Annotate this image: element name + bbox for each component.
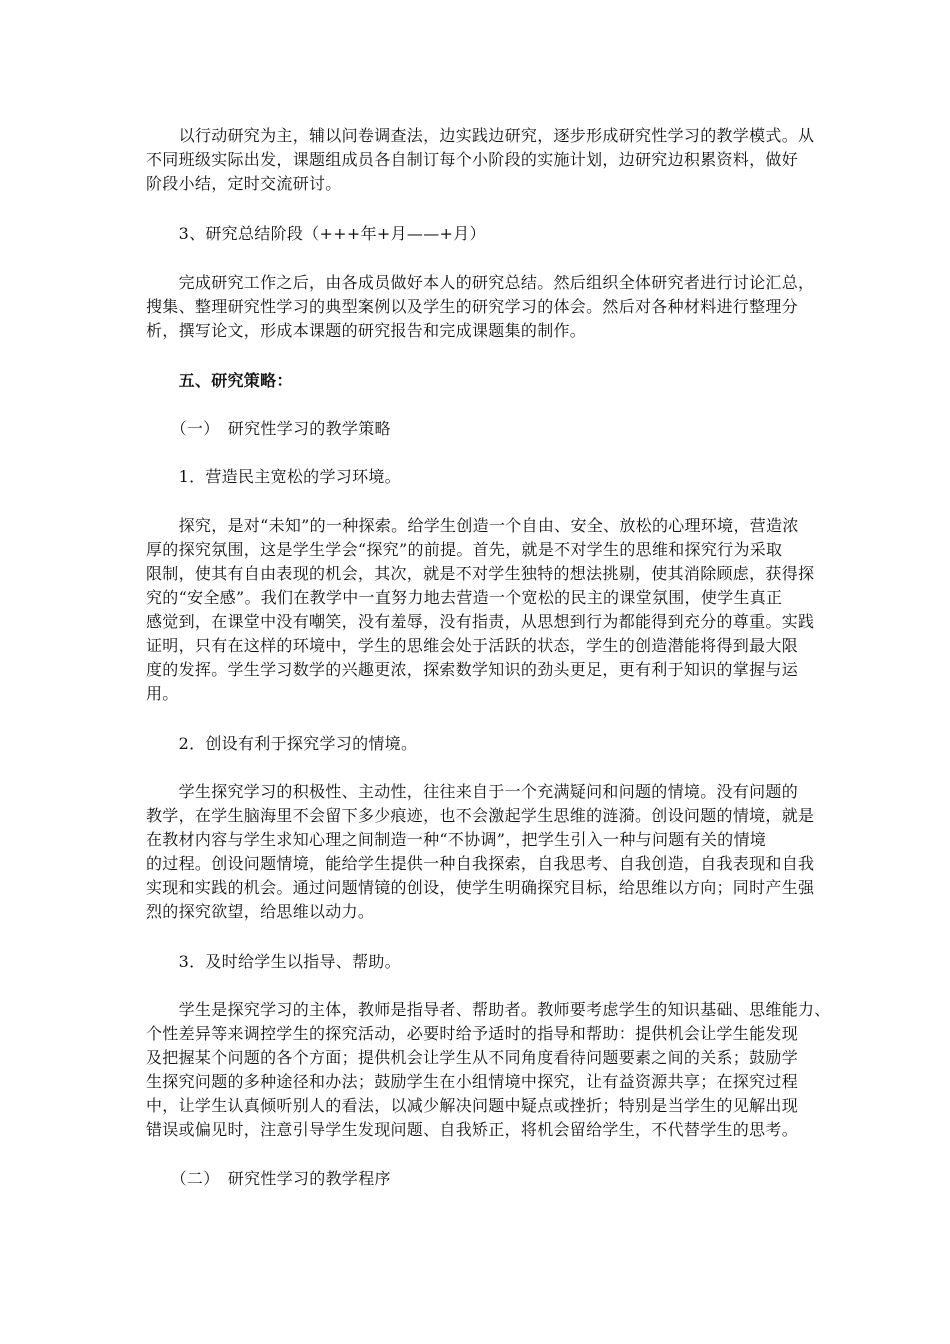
text-line: 烈的探究欲望，给思维以动力。 xyxy=(146,902,375,921)
paragraph-guidance xyxy=(146,998,831,1142)
heading-teaching-procedure xyxy=(146,1167,806,1191)
text-line: 究的“安全感”。我们在教学中一直努力地去营造一个宽松的民主的课堂氛围，使学生真正 xyxy=(146,588,783,607)
paragraph-situation xyxy=(146,780,815,924)
heading-teaching-strategy xyxy=(146,417,806,441)
heading-text: 3．及时给学生以指导、帮助。 xyxy=(146,952,401,971)
text-line: 完成研究工作之后，由各成员做好本人的研究总结。然后组织全体研究者进行讨论汇总， xyxy=(146,273,815,292)
heading-text: （一） 研究性学习的教学策略 xyxy=(146,419,391,438)
paragraph-action-research xyxy=(146,124,815,196)
heading-environment xyxy=(146,465,806,489)
text-line: 感觉到，在课堂中没有嘲笑，没有羞辱，没有指责，从思想到行为都能得到充分的尊重。实践 xyxy=(146,612,815,631)
heading-text: （二） 研究性学习的教学程序 xyxy=(146,1169,391,1188)
heading-summary-stage xyxy=(146,222,806,246)
text-line: 错误或偏见时，注意引导学生发现问题、自我矫正，将机会留给学生，不代替学生的思考。 xyxy=(146,1120,799,1139)
text-line: 学生是探究学习的主体，教师是指导者、帮助者。教师要考虑学生的知识基础、思维能力、 xyxy=(146,1000,831,1019)
text-line: 的过程。创设问题情境，能给学生提供一种自我探索，自我思考、自我创造，自我表现和自我 xyxy=(146,854,815,873)
text-line: 教学，在学生脑海里不会留下多少痕迹，也不会激起学生思维的涟漪。创设问题的情境，就是 xyxy=(146,806,815,825)
heading-text: 五、研究策略： xyxy=(146,371,293,390)
text-line: 在教材内容与学生求知心理之间制造一种“不协调”，把学生引入一种与问题有关的情境 xyxy=(146,830,767,849)
text-line: 不同班级实际出发，课题组成员各自制订每个小阶段的实施计划，边研究边积累资料，做好 xyxy=(146,150,799,169)
text-line: 生探究问题的多种途径和办法；鼓励学生在小组情境中探究，让有益资源共享；在探究过程 xyxy=(146,1072,799,1091)
text-line: 及把握某个问题的各个方面；提供机会让学生从不同角度看待问题要素之间的关系；鼓励学 xyxy=(146,1048,799,1067)
text-line: 个性差异等来调控学生的探究活动，必要时给予适时的指导和帮助：提供机会让学生能发现 xyxy=(146,1024,799,1043)
text-line: 学生探究学习的积极性、主动性，往往来自于一个充满疑问和问题的情境。没有问题的 xyxy=(146,782,799,801)
text-line: 度的发挥。学生学习数学的兴趣更浓，探索数学知识的劲头更足，更有利于知识的掌握与运 xyxy=(146,660,799,679)
heading-situation xyxy=(146,732,806,756)
text-line: 搜集、整理研究性学习的典型案例以及学生的研究学习的体会。然后对各种材料进行整理分 xyxy=(146,297,799,316)
heading-text: 3、研究总结阶段（+++年+月——+月） xyxy=(146,224,486,243)
text-line: 限制，使其有自由表现的机会，其次，就是不对学生独特的想法挑剔，使其消除顾虑，获得探 xyxy=(146,564,815,583)
text-line: 探究，是对“未知”的一种探索。给学生创造一个自由、安全、放松的心理环境，营造浓 xyxy=(146,516,799,535)
text-line: 实现和实践的机会。通过问题情镜的创设，使学生明确探究目标，给思维以方向；同时产生强 xyxy=(146,878,815,897)
text-line: 厚的探究氛围，这是学生学会“探究”的前提。首先，就是不对学生的思维和探究行为采取 xyxy=(146,540,783,559)
text-line: 中，让学生认真倾听别人的看法，以减少解决问题中疑点或挫折；特别是当学生的见解出现 xyxy=(146,1096,799,1115)
text-line: 用。 xyxy=(146,684,179,703)
paragraph-summary xyxy=(146,271,815,343)
paragraph-environment xyxy=(146,514,815,706)
heading-research-strategy xyxy=(146,369,806,393)
heading-text: 1．营造民主宽松的学习环境。 xyxy=(146,467,401,486)
heading-guidance xyxy=(146,950,806,974)
text-line: 以行动研究为主，辅以问卷调查法，边实践边研究，逐步形成研究性学习的教学模式。从 xyxy=(146,126,815,145)
text-line: 证明，只有在这样的环境中，学生的思维会处于活跃的状态，学生的创造潜能将得到最大限 xyxy=(146,636,799,655)
text-line: 阶段小结，定时交流研讨。 xyxy=(146,174,342,193)
heading-text: 2．创设有利于探究学习的情境。 xyxy=(146,734,418,753)
text-line: 析，撰写论文，形成本课题的研究报告和完成课题集的制作。 xyxy=(146,321,587,340)
